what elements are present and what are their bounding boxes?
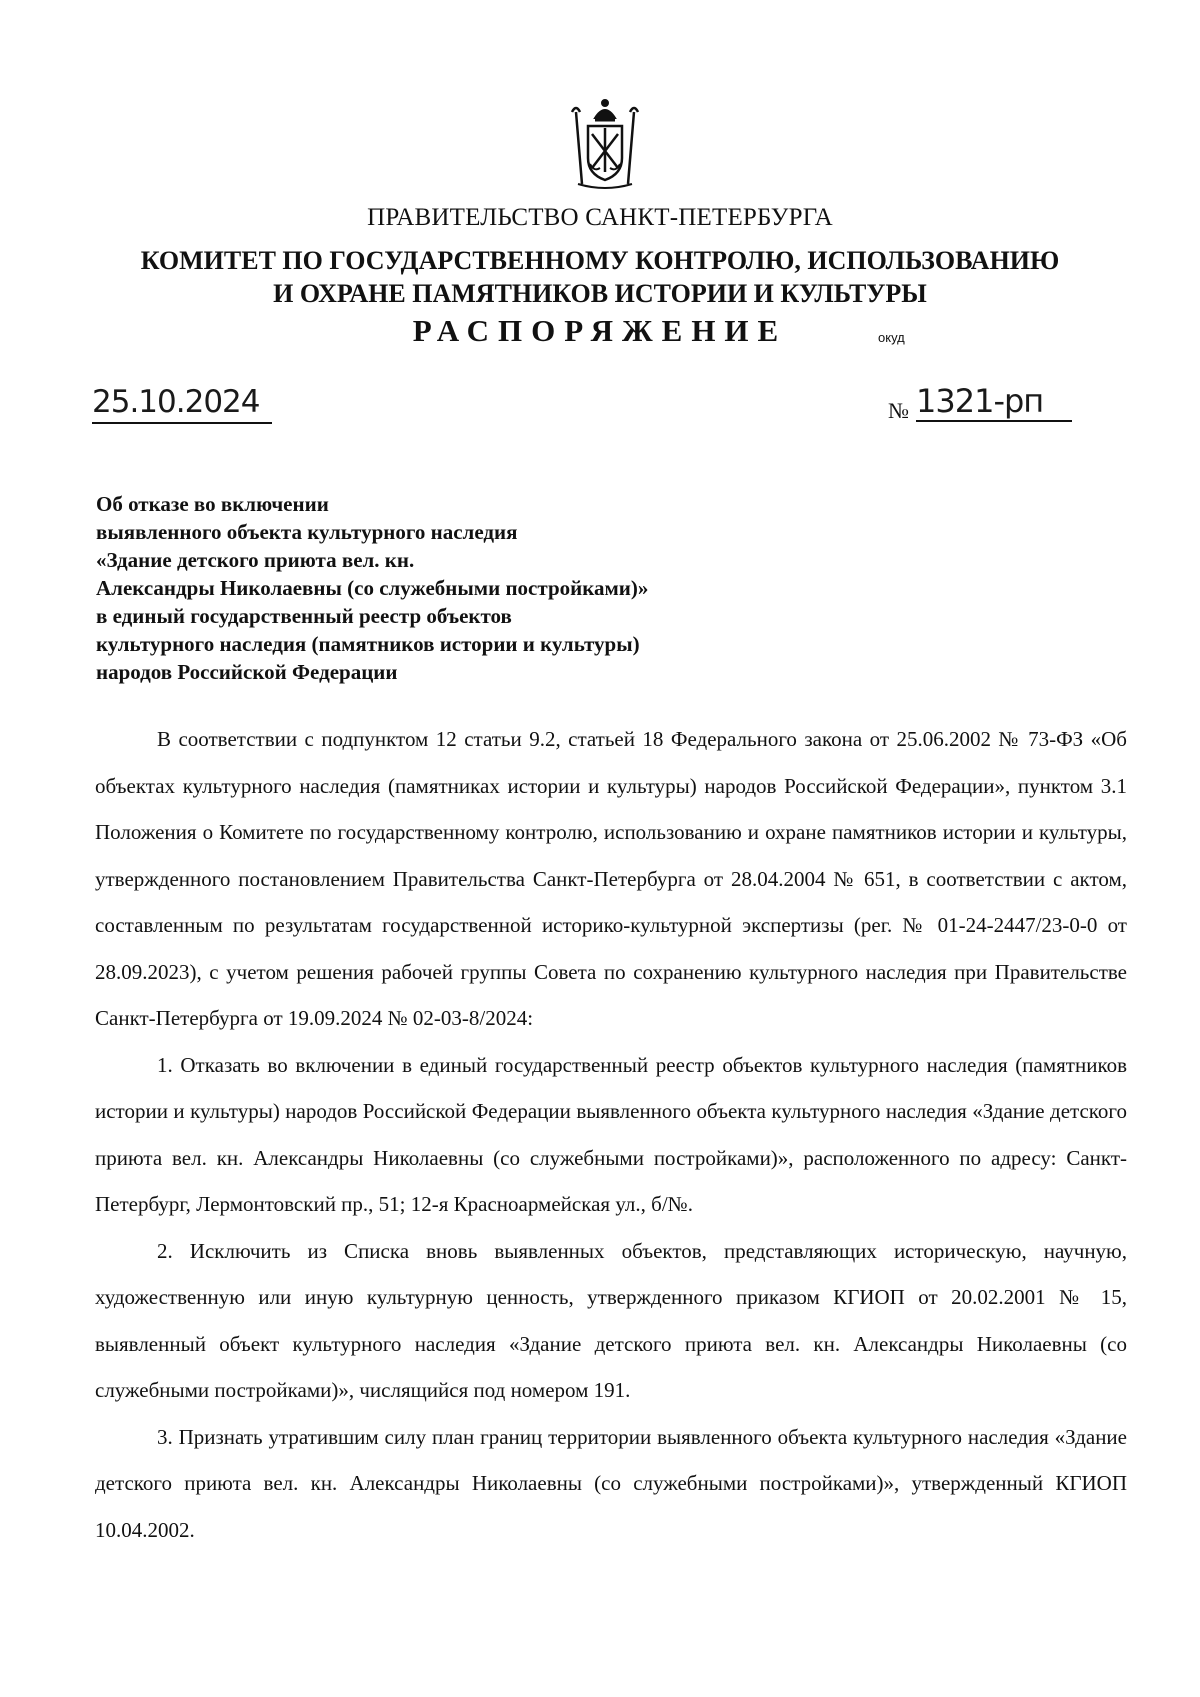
coat-of-arms-icon <box>568 98 642 190</box>
title-line: народов Российской Федерации <box>96 660 398 684</box>
government-name: ПРАВИТЕЛЬСТВО САНКТ-ПЕТЕРБУРГА <box>367 204 833 231</box>
number-sign: № <box>888 398 909 423</box>
title-line: Об отказе во включении <box>96 492 329 516</box>
document-type: РАСПОРЯЖЕНИЕ <box>412 313 788 348</box>
title-line: «Здание детского приюта вел. кн. <box>96 548 415 572</box>
committee-name-line-2: И ОХРАНЕ ПАМЯТНИКОВ ИСТОРИИ И КУЛЬТУРЫ <box>273 279 927 308</box>
preamble-paragraph: В соответствии с подпунктом 12 статьи 9.2, статьей 18 Федерального закона от 25.06.2002 № 73-ФЗ «Об объектах культурного наследия (памятниках истории и культуры) народов Российской Федерации», пунктом 3.1 Положения о Комитете по государственному контролю, использованию и охране памятников истории и культуры, утвержденного постановлением Правительства Санкт-Петербурга от 28.04.2004 № 651, в соответствии с актом, составленным по результатам государственной историко-культурной экспертизы (рег. № 01-24-2447/23-0-0 от 28.09.2023), с учетом решения рабочей группы Совета по сохранению культурного наследия при Правительстве Санкт-Петербурга от 19.09.2024 № 02-03-8/2024: <box>95 727 1127 1030</box>
title-line: в единый государственный реестр объектов <box>96 604 512 628</box>
order-item-2: 2. Исключить из Списка вновь выявленных объектов, представляющих историческую, научную, художественную или иную культурную ценность, утвержденного приказом КГИОП от 20.02.2001 № 15, выявленный объект культурного наследия «Здание детского приюта вел. кн. Александры Николаевны (со служебными постройками)», числящийся под номером 191. <box>95 1238 1127 1402</box>
title-line: культурного наследия (памятников истории и культуры) <box>96 632 640 656</box>
document-body <box>95 716 1127 1553</box>
order-item-3: 3. Признать утратившим силу план границ территории выявленного объекта культурного наследия «Здание детского приюта вел. кн. Александры Николаевны (со служебными постройками)», утвержденный КГИОП 10.04.2002. <box>95 1424 1127 1542</box>
order-item-1: 1. Отказать во включении в единый государственный реестр объектов культурного наследия (памятников истории и культуры) народов Российской Федерации выявленного объекта культурного наследия «Здание детского приюта вел. кн. Александры Николаевны (со служебными постройками)», расположенного по адресу: Санкт-Петербург, Лермонтовский пр., 51; 12-я Красноармейская ул., б/№. <box>95 1052 1127 1216</box>
okud-label: окуд <box>878 330 905 345</box>
document-title <box>96 490 856 686</box>
title-line: Александры Николаевны (со служебными постройками)» <box>96 576 649 600</box>
document-date: 25.10.2024 <box>92 384 272 424</box>
committee-name-line-1: КОМИТЕТ ПО ГОСУДАРСТВЕННОМУ КОНТРОЛЮ, ИСПОЛЬЗОВАНИЮ <box>140 246 1060 275</box>
committee-name <box>0 244 1200 310</box>
title-line: выявленного объекта культурного наследия <box>96 520 518 544</box>
document-number: 1321-рп <box>916 382 1072 422</box>
